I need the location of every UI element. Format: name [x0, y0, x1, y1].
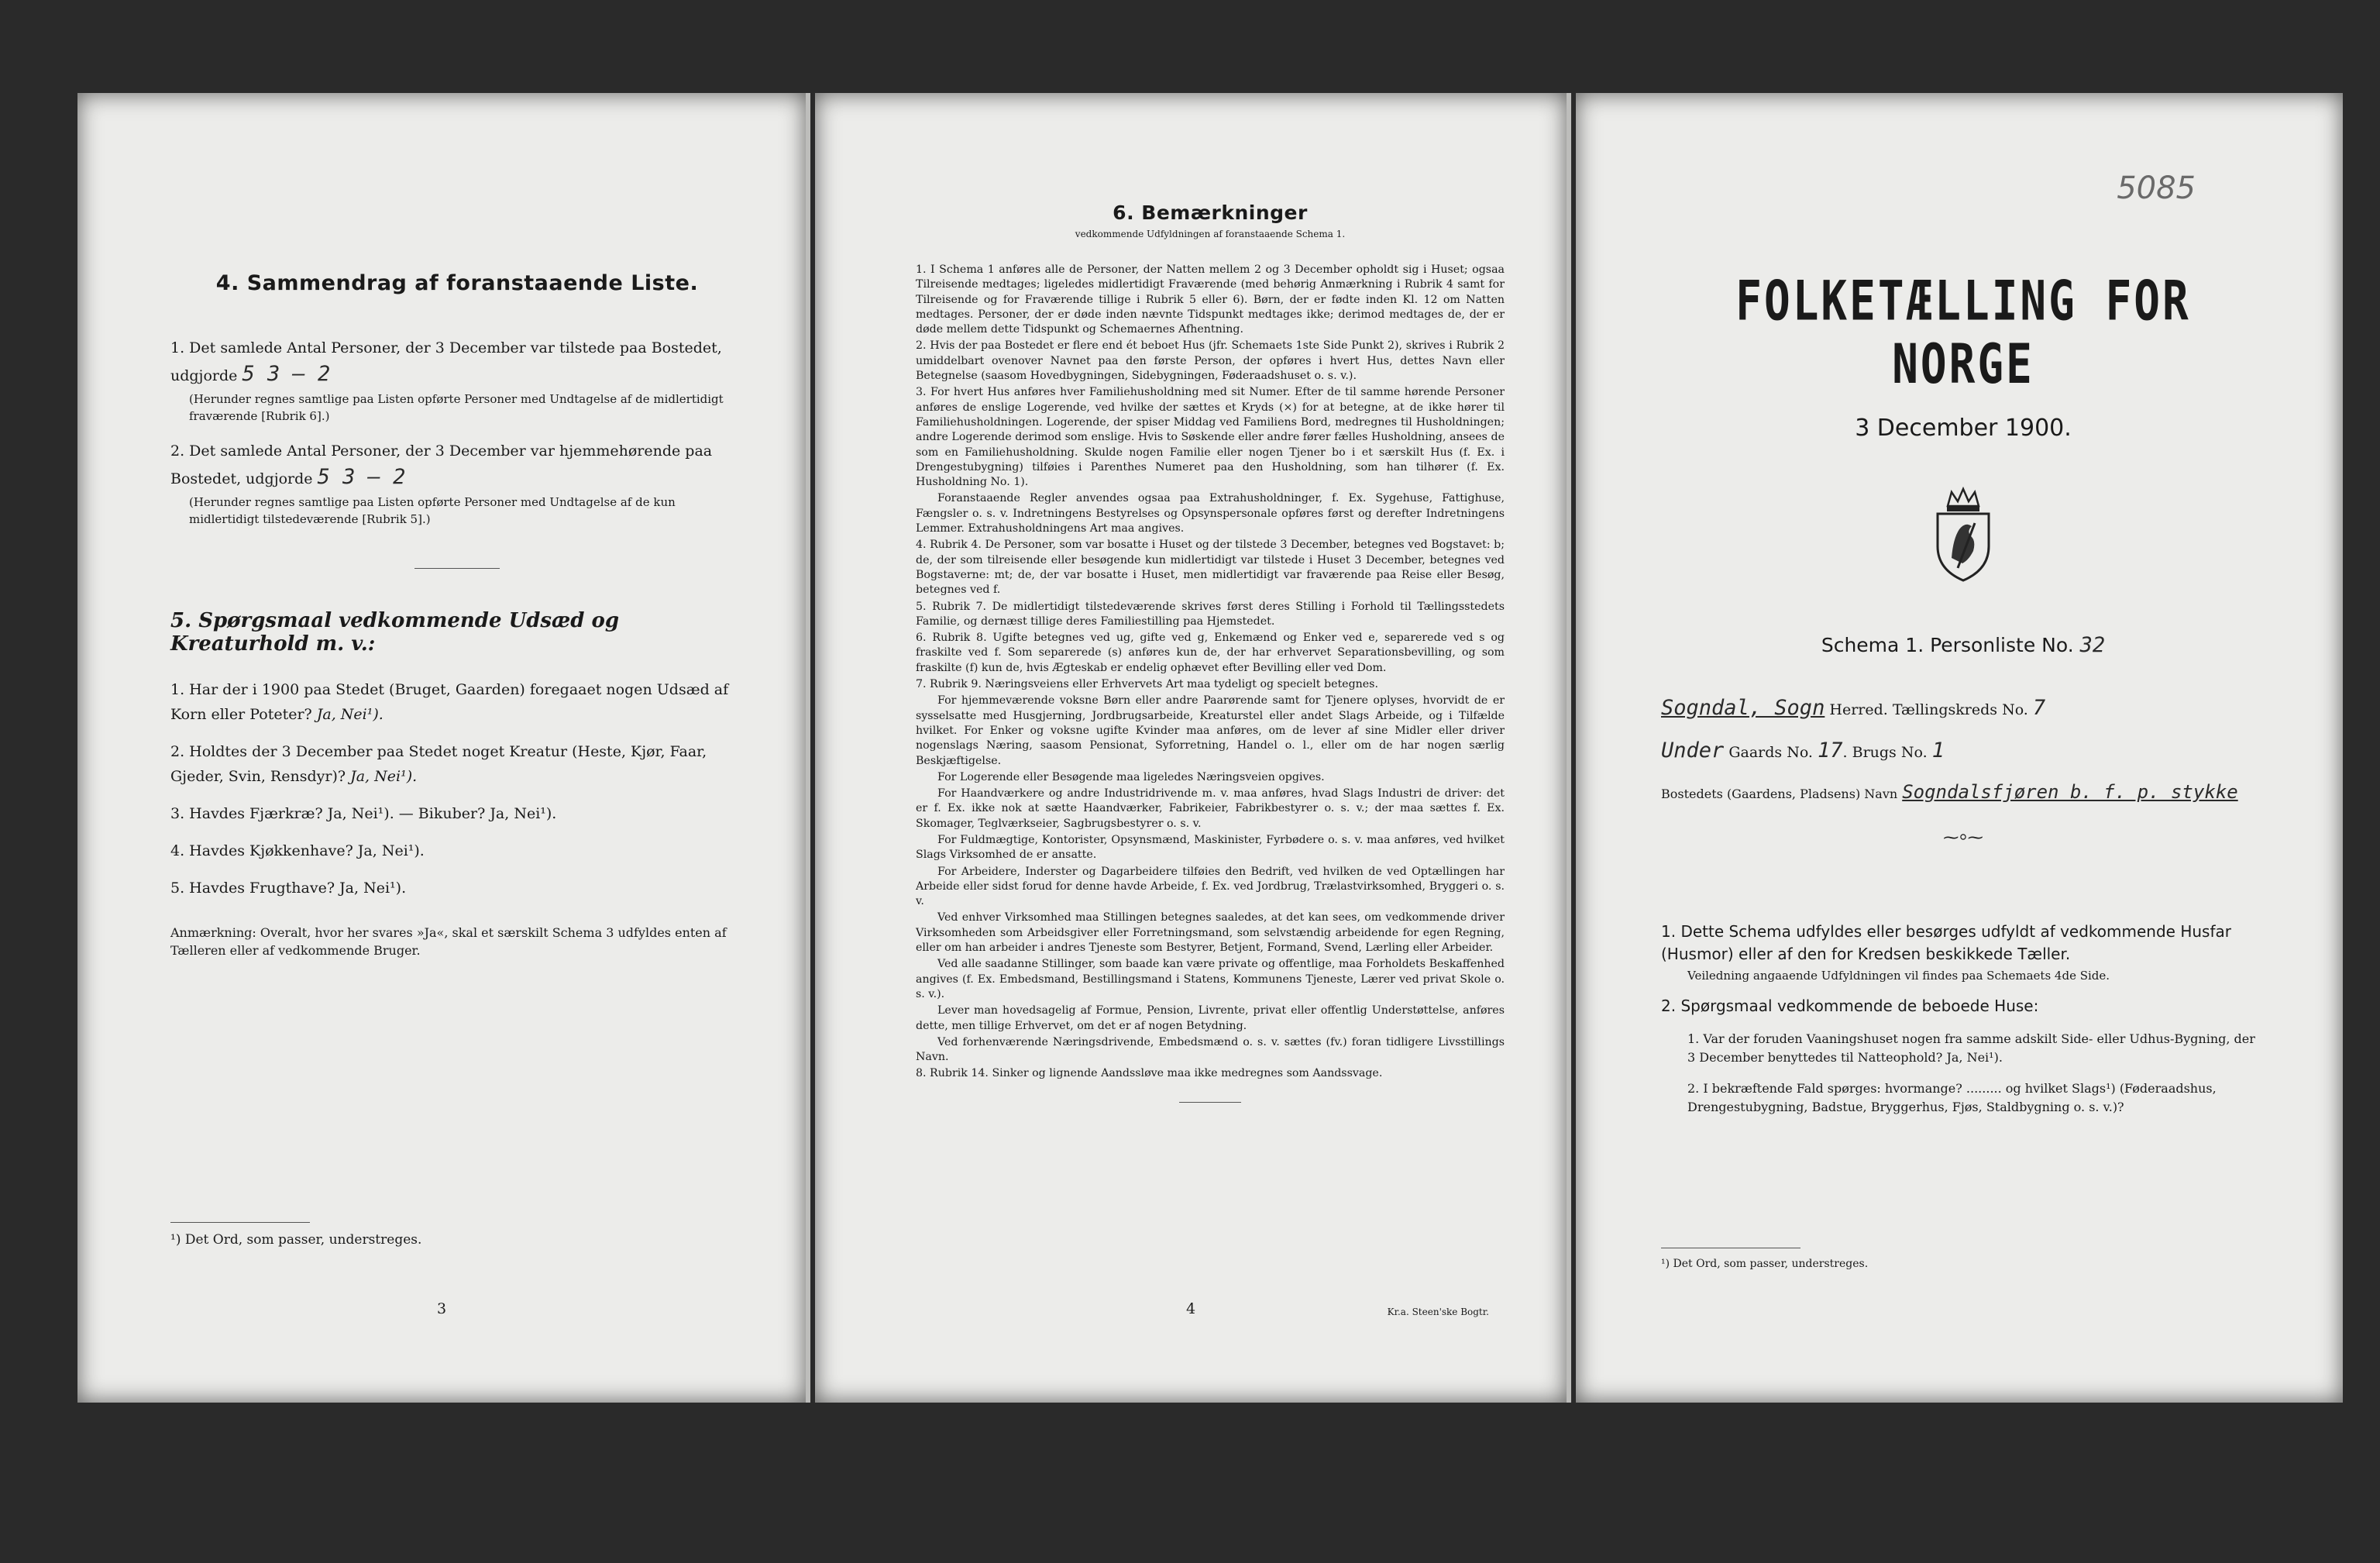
item-2-note: (Herunder regnes samtlige paa Listen opførte Personer med Undtagelse af de kun midlertidigt tilstedeværende [Rubrik 5].): [189, 495, 676, 526]
census-title: FOLKETÆLLING FOR NORGE: [1735, 270, 2191, 397]
remarks-subtitle: vedkommende Udfyldningen af foranstaaende Schema 1.: [1075, 229, 1346, 239]
instruction-1-sub: Veiledning angaaende Udfyldningen vil findes paa Schemaets 4de Side.: [1687, 969, 2110, 983]
item-2-answer-line: [170, 464, 744, 492]
item-1-answer-line: [170, 361, 744, 389]
house-question-1: 1. Var der foruden Vaaningshuset nogen fra samme adskilt Side- eller Udhus-Bygning, der 3 December benyttedes til Natteophold? Ja, Nei¹).: [1687, 1031, 2255, 1065]
remark: Ved enhver Virksomhed maa Stillingen betegnes saaledes, at det kan sees, om vedkommende driver Virksomheden som Arbeidsgiver eller Forretningsmand, som selvstændig arbeidende for egen Regning, eller om han arbeider i andres Tjeneste som Bestyrer, Betjent, Formand, Svend, Lærling eller Arbeider.: [916, 911, 1505, 955]
herred-value: Sogndal, Sogn: [1661, 696, 1825, 720]
item-1-note: (Herunder regnes samtlige paa Listen opførte Personer med Undtagelse af de midlertidigt fraværende [Rubrik 6].): [189, 392, 724, 423]
question-5: 5. Havdes Frugthave? Ja, Nei¹).: [170, 880, 407, 897]
bosted-label: Bostedets (Gaardens, Pladsens) Navn: [1661, 787, 1898, 801]
page-number: 3: [436, 1300, 447, 1317]
footnote-block: [1661, 1248, 1868, 1270]
remark: For Arbeidere, Inderster og Dagarbeidere tilføies den Bedrift, ved hvilken de ved Optællingen har Arbeide eller sidst forud for denne havde Arbeide, f. Ex. ved Jordbrug, Trælastvirksomhed, Bryggeri o. s. v.: [916, 865, 1505, 908]
section-4-title: 4. Sammendrag af foranstaaende Liste.: [215, 271, 699, 295]
question-4: 4. Havdes Kjøkkenhave? Ja, Nei¹).: [170, 842, 425, 859]
divider: [414, 568, 500, 569]
remark: 3. For hvert Hus anføres hver Familiehusholdning med sit Numer. Efter de til samme hørende Personer anføres de enslige Logerende, ved hvilke der sættes et Kryds (×) for at betegne, at de ikke hører til Familiehusholdningen. Logerende, der spiser Middag ved Familiens Bord, medregnes til Husholdningen; andre Logerende derimod som enslige. Hvis to Søskende eller andre fører fælles Husholdning, ansees de som en Familiehusholdning. Skulde nogen Familie eller nogen Tjener bo i et særskilt Hus (f. Ex. i Drengestubygning) tilføies i Parenthes Numeret paa den Husholdning, som han tilhører (f. Ex. Husholdning No. 1).: [916, 386, 1505, 489]
footnote-rule: [170, 1222, 310, 1223]
item-1-udgjorde: udgjorde: [170, 367, 238, 384]
remarks-title: 6. Bemærkninger: [1113, 201, 1308, 224]
page-fold: [1567, 93, 1571, 1403]
remark: 5. Rubrik 7. De midlertidigt tilstedeværende skrives først deres Stilling i Forhold til Tællingsstedets Familie, og dernæst tillige deres Familiestilling paa Hjemstedet.: [916, 600, 1505, 628]
remark: 2. Hvis der paa Bostedet er flere end ét beboet Hus (jfr. Schemaets 1ste Side Punkt 2), skrives i Rubrik 2 umiddelbart ovenover Navnet paa den første Person, der opføres i hvert Hus, dettes Navn eller Betegnelse (saasom Hovedbygningen, Sidebygningen, Føderaadshuset o. s. v.).: [916, 339, 1505, 383]
schema-line: [1661, 633, 2265, 657]
section-5-title: 5. Spørgsmaal vedkommende Udsæd og Kreaturhold m. v.:: [170, 609, 620, 656]
pencil-archive-number: 5085: [2117, 170, 2196, 206]
house-question-2: 2. I bekræftende Fald spørges: hvormange? ......... og hvilket Slags¹) (Føderaadshus, Drengestubygning, Badstue, Bryggerhus, Fjøs, Staldbygning o. s. v.)?: [1687, 1081, 2217, 1114]
item-1-text: 1. Det samlede Antal Personer, der 3 December var tilstede paa Bostedet,: [170, 339, 722, 356]
remark: For Haandværkere og andre Industridrivende m. v. maa anføres, hvad Slags Industri de driver: det er f. Ex. ikke nok at sætte Haandværker, Fabrikeier, Fabrikbestyrer o. s. v.; der maa sættes f. Ex. Skomager, Teglværkseier, Sagbrugsbestyrer o. s. v.: [916, 787, 1505, 830]
page-fold: [806, 93, 810, 1403]
bosted-value: Sogndalsfjøren b. f. p. stykke: [1902, 781, 2238, 803]
instruction-2: 2. Spørgsmaal vedkommende de beboede Huse:: [1661, 997, 2039, 1015]
herred-label: Herred. Tællingskreds No.: [1829, 701, 2028, 718]
printer-imprint: Kr.a. Steen'ske Bogtr.: [1387, 1307, 1489, 1317]
remark: 4. Rubrik 4. De Personer, som var bosatte i Huset og der tilstede 3 December, betegnes ved Bogstavet: b; de, der som tilreisende eller besøgende kun midlertidigt var tilstede i Huset 3 December, betegnes ved Bogstaverne: mt; de, der var bosatte i Huset, men midlertidigt var fraværende paa Reise eller Besøg, betegnes ved f.: [916, 539, 1505, 597]
question-3: 3. Havdes Fjærkræ? Ja, Nei¹). — Bikuber? Ja, Nei¹).: [170, 805, 557, 822]
footnote-block: [170, 1222, 421, 1248]
item-2-value: 5 3 – 2: [317, 465, 406, 489]
schema-label: Schema 1. Personliste No.: [1821, 634, 2074, 656]
herred-line: [1661, 696, 2265, 720]
item-2-text: 2. Det samlede Antal Personer, der 3 December var hjemmehørende paa: [170, 442, 713, 460]
brugs-value: 1: [1931, 738, 1945, 763]
question-1: 1. Har der i 1900 paa Stedet (Bruget, Gaarden) foregaaet nogen Udsæd af Korn eller Poteter? Ja, Nei¹).: [170, 681, 729, 723]
remark: 7. Rubrik 9. Næringsveiens eller Erhvervets Art maa tydeligt og specielt betegnes.: [916, 678, 1378, 691]
kreds-value: 7: [2032, 696, 2046, 720]
gaards-label: Gaards No.: [1728, 744, 1813, 761]
under-value: Under: [1661, 738, 1725, 763]
remark: 1. I Schema 1 anføres alle de Personer, der Natten mellem 2 og 3 December opholdt sig i Huset; ogsaa Tilreisende medtages; ligeledes midlertidigt Fraværende (med behørig Anmærkning i Rubrik 4 samt for Tilreisende og for Fraværende tillige i Rubrik 5 eller 6). Børn, der er fødte inden Kl. 12 om Natten medtages. Personer, der er døde inden nævnte Tidspunkt medtages ikke; derimod medtages de, der er døde mellem dette Tidspunkt og Schemaernes Afhentning.: [916, 263, 1505, 336]
remarks-list: [916, 263, 1505, 1082]
gaards-value: 17: [1818, 738, 1843, 763]
ornament-divider: ⁓⸰⁓: [1943, 828, 1983, 846]
page-number: 4: [1185, 1300, 1196, 1317]
question-2: 2. Holdtes der 3 December paa Stedet noget Kreatur (Heste, Kjør, Faar, Gjeder, Svin, Rensdyr)? Ja, Nei¹).: [170, 743, 707, 785]
remark: 8. Rubrik 14. Sinker og lignende Aandssløve maa ikke medregnes som Aandssvage.: [916, 1067, 1383, 1080]
remark: For Logerende eller Besøgende maa ligeledes Næringsveien opgives.: [937, 770, 1325, 783]
schema-number: 32: [2079, 633, 2106, 657]
remark-note: Anmærkning: Overalt, hvor her svares »Ja«, skal et særskilt Schema 3 udfyldes enten af Tælleren eller af vedkommende Bruger.: [170, 925, 727, 958]
item-1-value: 5 3 – 2: [242, 362, 331, 386]
remark: Ved alle saadanne Stillinger, som baade kan være private og offentlige, maa Forholdets Beskaffenhed angives (f. Ex. Embedsmand, Bestillingsmand i Statens, Kommunens Tjeneste, Lærer ved privat Skole o. s. v.).: [916, 958, 1505, 1000]
remark: Lever man hovedsagelig af Formue, Pension, Livrente, privat eller offentlig Understøttelse, anføres dette, men tillige Erhvervet, om det er af nogen Betydning.: [916, 1004, 1505, 1032]
remark: Ved forhenværende Næringsdrivende, Embedsmænd o. s. v. sættes (fv.) foran tidligere Livsstillings Navn.: [916, 1035, 1505, 1064]
remark: For Fuldmægtige, Kontorister, Opsynsmænd, Maskinister, Fyrbødere o. s. v. maa anføres, ved hvilket Slags Virksomhed de er ansatte.: [916, 833, 1505, 862]
remark: 6. Rubrik 8. Ugifte betegnes ved ug, gifte ved g, Enkemænd og Enker ved e, separerede ved s og fraskilte ved f. Som separerede (s) anføres kun de, der har erhvervet Separationsbevilling, og som fraskilte (f) kun de, hvis Ægteskab er endelig ophævet efter Bevilling eller ved Dom.: [916, 632, 1505, 674]
brugs-label: . Brugs No.: [1842, 744, 1928, 761]
page-1: [1576, 93, 2343, 1403]
remark: Foranstaaende Regler anvendes ogsaa paa Extrahusholdninger, f. Ex. Sygehuse, Fattighuse, Fængsler o. s. v. Indretningens Bestyrelses og Opsynspersonale opføres først og derefter Indretningens Lemmer. Extrahusholdningens Art maa angives.: [916, 492, 1505, 535]
census-date: 3 December 1900.: [1855, 415, 2072, 442]
page-3: [77, 93, 806, 1403]
footnote: ¹) Det Ord, som passer, understreges.: [170, 1232, 422, 1248]
item-2-bostedet: Bostedet, udgjorde: [170, 470, 313, 487]
gaards-line: [1661, 738, 2265, 763]
bosted-line: [1661, 781, 2265, 803]
divider: [1179, 1102, 1241, 1103]
instruction-1: 1. Dette Schema udfyldes eller besørges udfyldt af vedkommende Husfar (Husmor) eller af den for Kredsen beskikkede Tæller.: [1661, 922, 2231, 963]
question-2-answer: Ja, Nei¹).: [350, 768, 418, 785]
remark: For hjemmeværende voksne Børn eller andre Paarørende samt for Tjenere oplyses, hvorvidt de er sysselsatte med Husgjerning, Jordbrugsarbeide, Kreaturstel eller andet Slags Arbeide, og i Tilfælde hvilket. For Enker og voksne ugifte Kvinder maa anføres, om de lever af sine Midler eller driver nogenslags Næring, saasom Pensionat, Syforretning, Handel o. l., eller om de har nogen særlig Beskjæftigelse.: [916, 694, 1505, 767]
question-1-answer: Ja, Nei¹).: [316, 706, 383, 723]
norway-coat-of-arms-icon: [1928, 484, 1998, 585]
page-4: [815, 93, 1567, 1403]
footnote: ¹) Det Ord, som passer, understreges.: [1661, 1258, 1869, 1270]
